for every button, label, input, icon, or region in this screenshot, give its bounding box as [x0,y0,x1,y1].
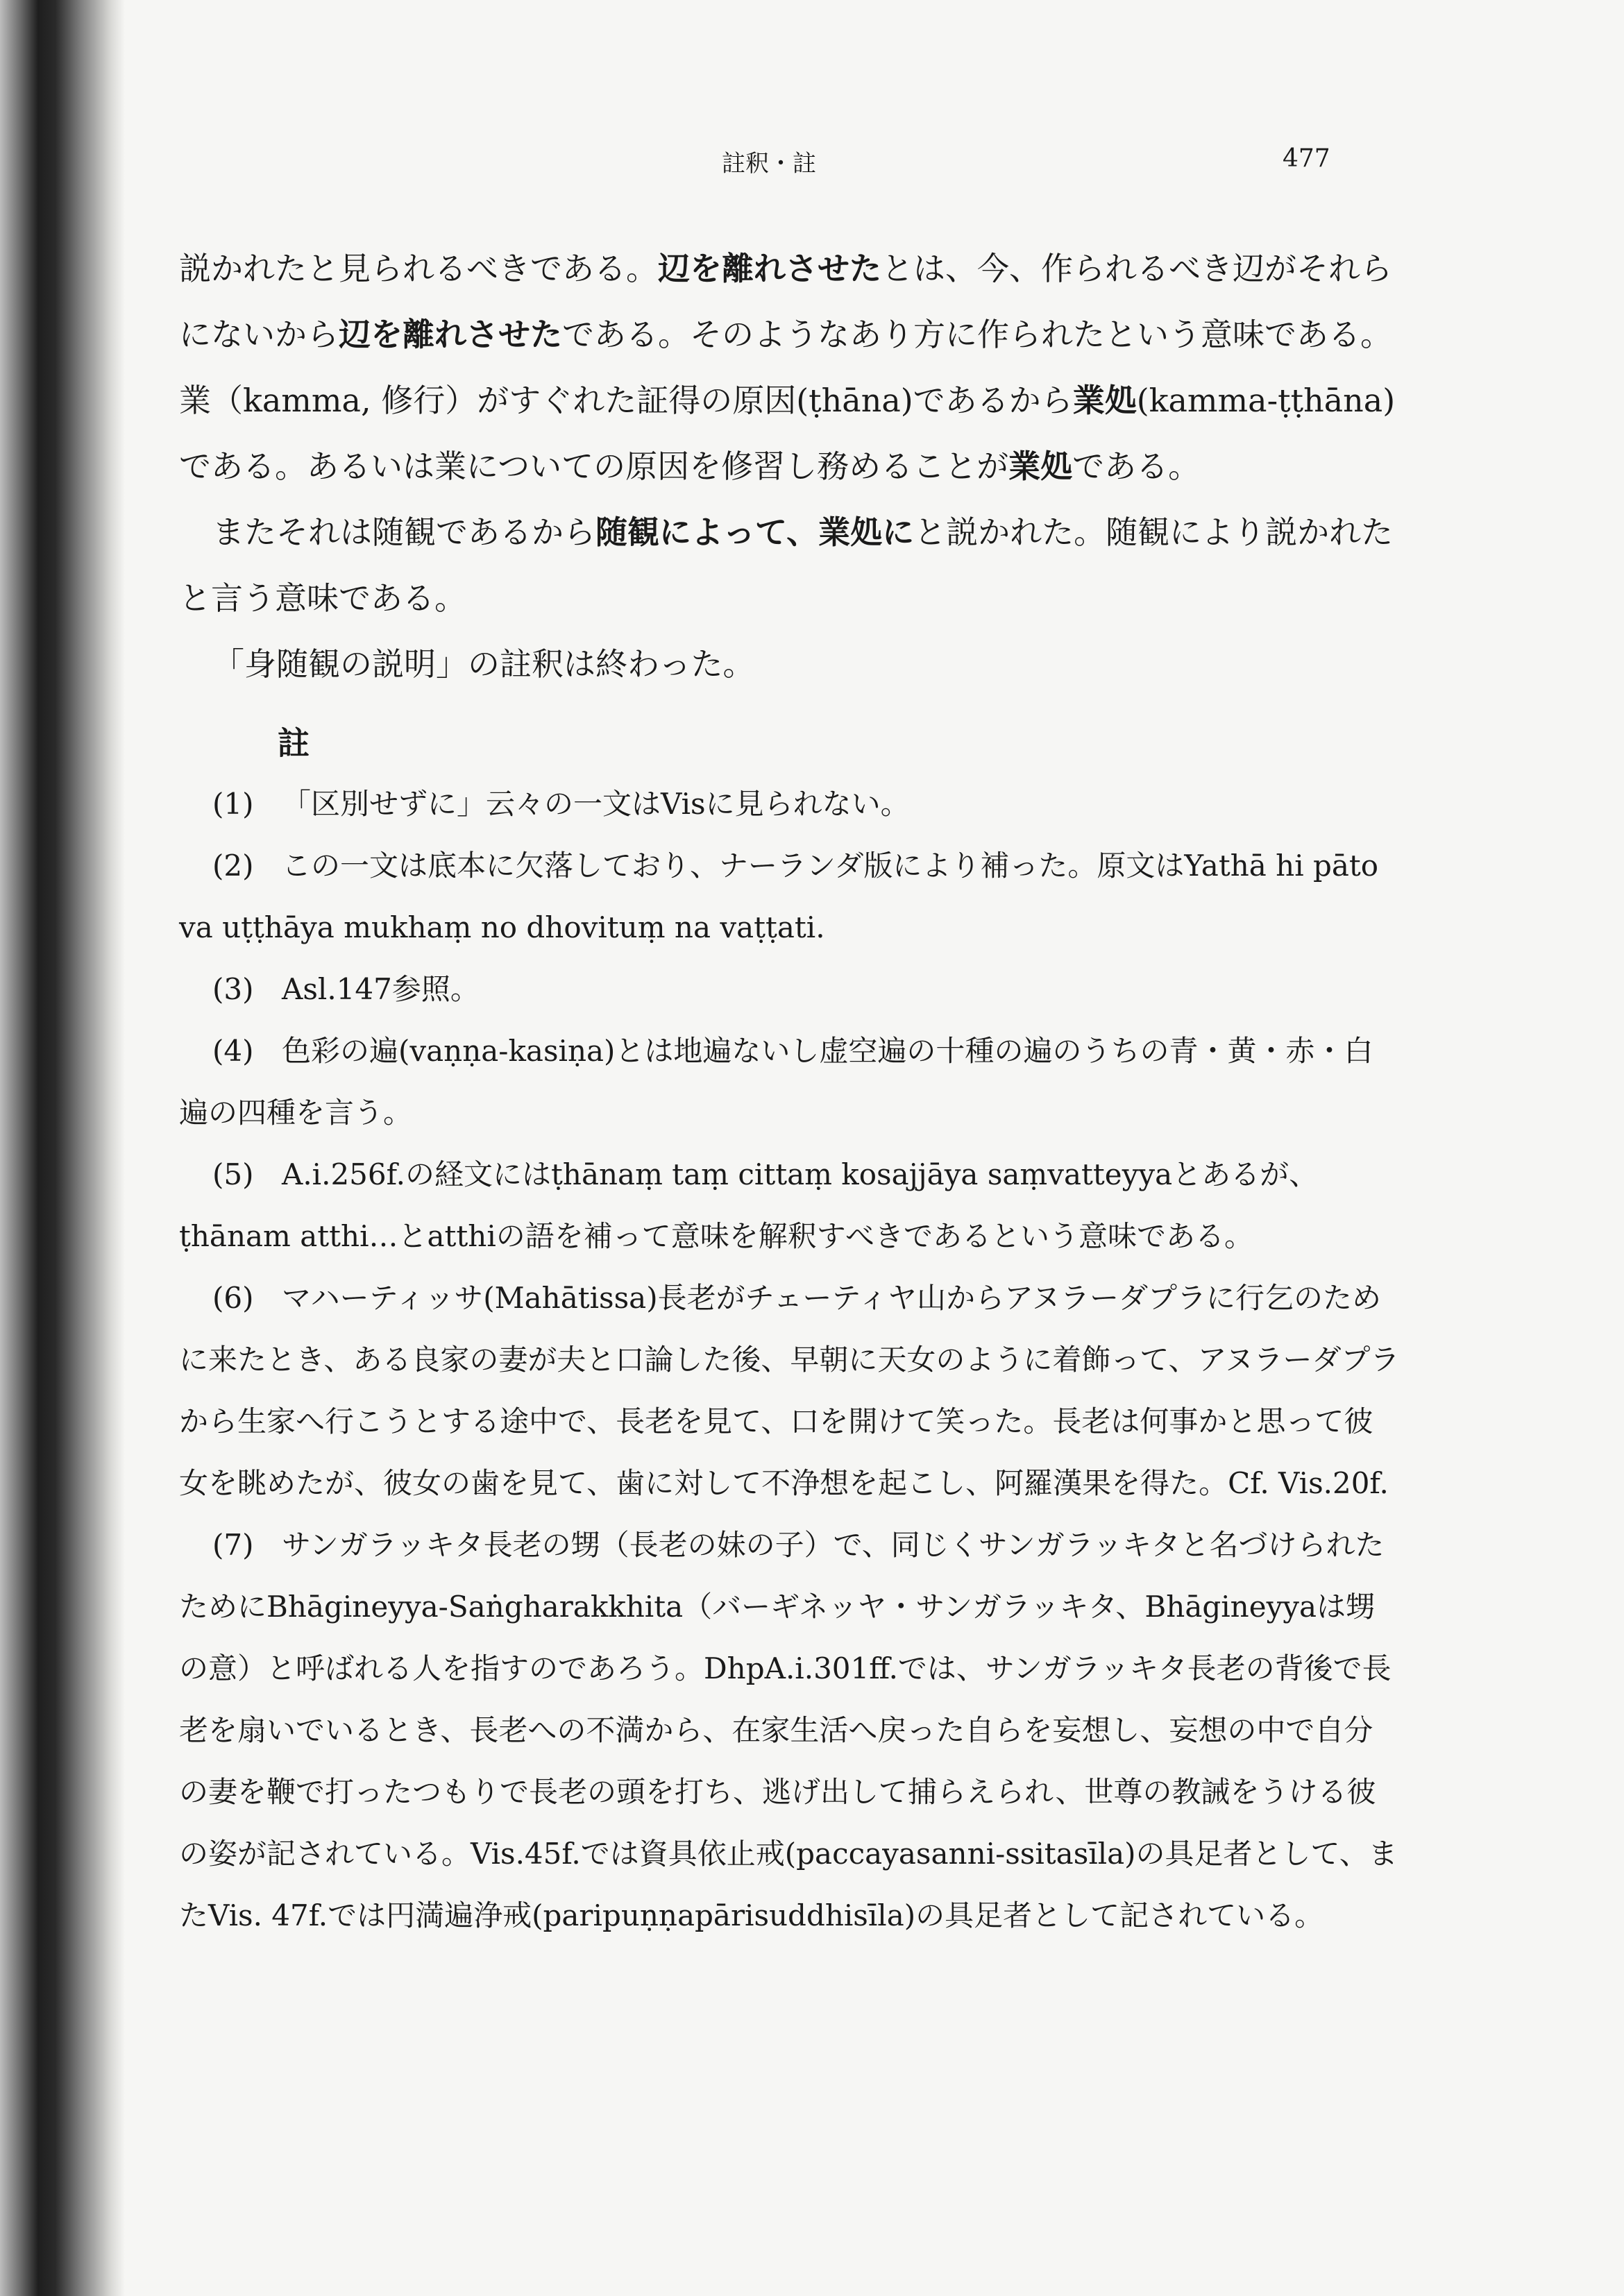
note-text: 色彩の遍(vaṇṇa-kasiṇa)とは地遍ないし虚空遍の十種の遍のうちの青・黄・赤・白遍の四種を言う。 [179,1034,1373,1130]
notes-list [179,773,1401,1946]
note-number: (3) [212,972,254,1006]
note-number: (1) [212,787,254,821]
body-paragraph [179,500,1401,631]
notes-heading: 註 [278,724,310,762]
note-item [179,1143,1401,1267]
running-title: 註釈・註 [722,150,816,178]
note-item [179,835,1401,958]
note-text: この一文は底本に欠落しており、ナーランダ版により補った。原文はYathā hi pāto va uṭṭhāya mukhaṃ no dhovituṃ na vaṭṭati. [179,849,1379,944]
text-segment: 説かれたと見られるべきである。 [179,250,658,287]
text-segment: とは、今、作られるべき辺がそれらにないから [179,250,1392,353]
bold-term: 辺を離れさせた [658,250,881,287]
binding-shadow [0,0,125,2296]
note-item [179,773,1401,835]
note-text: 「区別せずに」云々の一文はVisに見られない。 [282,787,910,821]
note-text: マハーティッサ(Mahātissa)長老がチェーティヤ山からアヌラーダプラに行乞のために来たとき、ある良家の妻が夫と口論した後、早朝に天女のように着飾って、アヌラーダプラから生家へ行こうとする途中で、長老を見て、口を開けて笑った。長老は何事かと思って彼女を眺めたが、彼女の歯を見て、歯に対して不浄想を起こし、阿羅漢果を得た。Cf. Vis.20f. [179,1281,1400,1500]
text-segment: である。 [1072,448,1201,485]
note-number: (7) [212,1528,254,1562]
bold-term: 業処 [1008,448,1073,485]
note-item [179,1267,1401,1514]
note-item [179,1020,1401,1143]
bold-term: 辺を離れさせた [339,316,562,353]
text-segment: (kamma-ṭṭhāna)である。あるいは業についての原因を修習し務めることが [179,382,1396,485]
body-text [179,236,1401,697]
bold-term: 随観によって、業処に [595,513,915,551]
note-number: (5) [212,1157,254,1191]
note-item [179,1514,1401,1946]
note-item [179,958,1401,1020]
note-text: Asl.147参照。 [282,972,480,1006]
text-segment: である。そのようなあり方に作られたという意味である。業（kamma, 修行）がすぐれた証得の原因(ṭhāna)であるから [179,316,1392,419]
note-number: (6) [212,1281,254,1315]
text-segment: またそれは随観であるから [212,513,595,551]
body-paragraph [179,631,1401,697]
text-segment: と説かれた。随観により説かれたと言う意味である。 [179,513,1394,617]
body-paragraph [179,236,1401,500]
note-number: (4) [212,1034,254,1068]
page-number: 477 [1283,144,1330,173]
bold-term: 業処 [1072,382,1137,419]
text-segment: 「身随観の説明」の註釈は終わった。 [212,645,755,683]
note-number: (2) [212,849,254,883]
note-text: A.i.256f.の経文にはṭhānaṃ taṃ cittaṃ kosajjāya saṃvatteyyaとあるが、ṭhānam atthi…とatthiの語を補って意味を解釈すべきであるという意味である。 [179,1157,1319,1253]
note-text: サンガラッキタ長老の甥（長老の妹の子）で、同じくサンガラッキタと名づけられたためにBhāgineyya-Saṅgharakkhita（バーギネッヤ・サンガラッキタ、Bhāgineyyaは甥の意）と呼ばれる人を指すのであろう。DhpA.i.301ff.では、サンガラッキタ長老の背後で長老を扇いでいるとき、長老への不満から、在家生活へ戻った自らを妄想し、妄想の中で自分の妻を鞭で打ったつもりで長老の頭を打ち、逃げ出して捕らえられ、世尊の教誡をうける彼の姿が記されている。Vis.45f.では資具依止戒(paccayasanni-ssitasīla)の具足者として、またVis. 47f.では円満遍浄戒(paripuṇṇapārisuddhisīla)の具足者として記されている。 [179,1528,1398,1932]
